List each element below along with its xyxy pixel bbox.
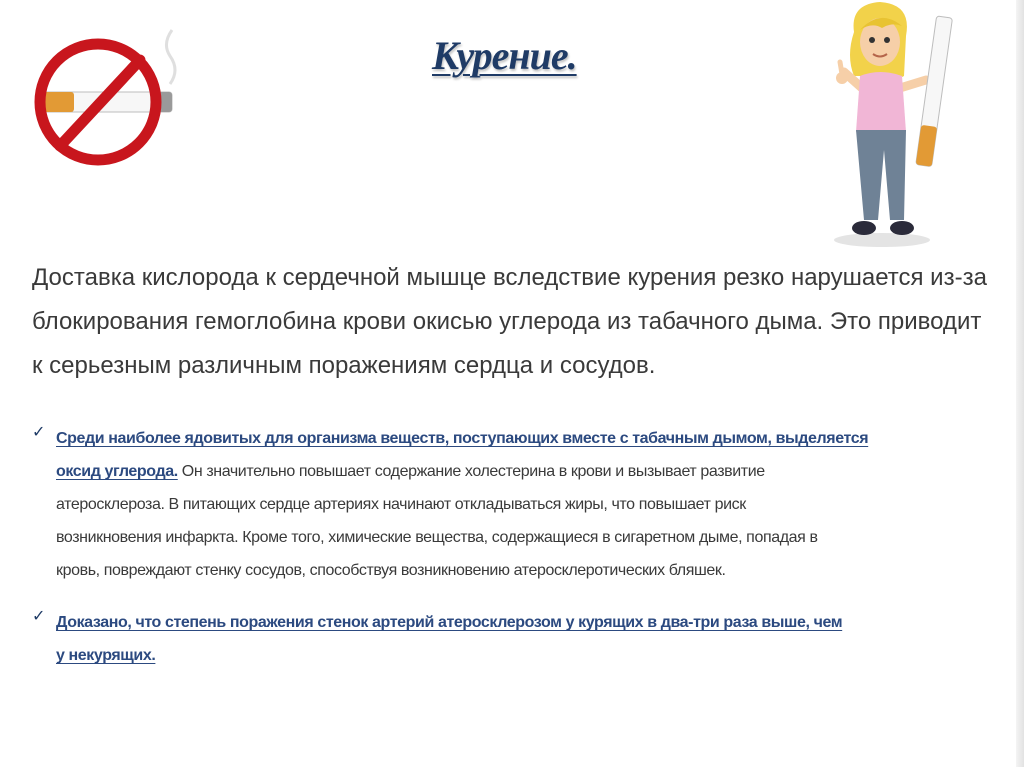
checkmark-icon: ✓ xyxy=(32,424,46,441)
checkmark-icon: ✓ xyxy=(32,608,46,625)
bullet-item-carbon-monoxide xyxy=(32,422,982,587)
bullet-line xyxy=(32,422,982,455)
bullet-line xyxy=(32,455,982,488)
girl-with-cigarette-illustration xyxy=(824,2,974,252)
bullet-line: кровь, повреждают стенку сосудов, способствуя возникновению атеросклеротических бляшек. xyxy=(56,562,726,579)
bullet-highlight: оксид углерода. xyxy=(56,463,178,480)
slide-edge xyxy=(1016,0,1024,767)
bullet-line: атеросклероза. В питающих сердце артериях начинают откладываться жиры, что повышает риск xyxy=(56,496,746,513)
no-smoking-sign-icon xyxy=(32,14,180,178)
lead-paragraph xyxy=(32,256,987,388)
lead-line: блокирования гемоглобина крови окисью углерода из табачного дыма. Это приводит xyxy=(32,308,982,335)
bullet-line xyxy=(32,639,982,672)
lead-line: к серьезным различным поражениям сердца и сосудов. xyxy=(32,352,656,379)
lead-line: Доставка кислорода к сердечной мышце вследствие курения резко нарушается из-за xyxy=(32,264,987,291)
slide-title: Курение. xyxy=(432,33,577,78)
bullet-highlight: Среди наиболее ядовитых для организма веществ, поступающих вместе с табачным дымом, выделяется xyxy=(56,430,869,447)
bullet-line: возникновения инфаркта. Кроме того, химические вещества, содержащиеся в сигаретном дыме, попадая в xyxy=(56,529,818,546)
bullet-highlight: у некурящих. xyxy=(56,647,156,664)
bullet-item-atherosclerosis xyxy=(32,606,982,672)
bullet-highlight: Доказано, что степень поражения стенок артерий атеросклерозом у курящих в два-три раза выше, чем xyxy=(56,614,843,631)
bullet-line xyxy=(32,606,982,639)
bullet-text: Он значительно повышает содержание холестерина в крови и вызывает развитие xyxy=(177,463,765,480)
